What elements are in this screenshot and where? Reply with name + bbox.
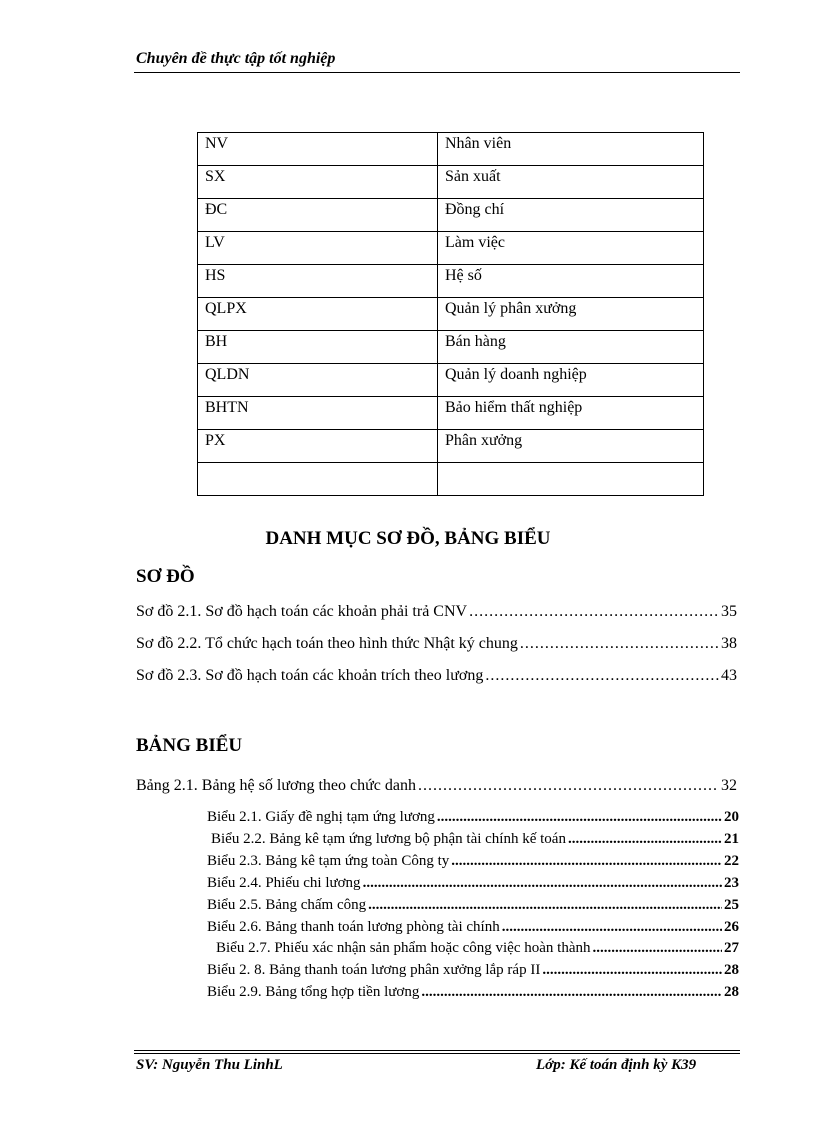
table-row bbox=[198, 430, 704, 463]
abbr-cell: QLDN bbox=[198, 364, 438, 397]
bieu-entry-text: Biểu 2.6. Bảng thanh toán lương phòng tài chính bbox=[207, 919, 500, 935]
bang-bieu-heading: BẢNG BIỂU bbox=[136, 735, 243, 756]
bieu-entry-page: 28 bbox=[724, 984, 739, 1000]
abbr-cell bbox=[198, 463, 438, 496]
bieu-entry bbox=[207, 853, 739, 870]
bieu-entry-text: Biểu 2.9. Bảng tổng hợp tiền lương bbox=[207, 984, 420, 1000]
bieu-entry-page: 25 bbox=[724, 897, 739, 913]
bieu-entry-text: Biểu 2.5. Bảng chấm công bbox=[207, 897, 367, 913]
dot-leader bbox=[469, 603, 719, 621]
toc-entry bbox=[136, 777, 737, 795]
footer-student: SV: Nguyễn Thu LinhL bbox=[136, 1057, 283, 1073]
table-row bbox=[198, 232, 704, 265]
bieu-entry-text: Biểu 2.3. Bảng kê tạm ứng toàn Công ty bbox=[207, 853, 450, 869]
meaning-cell: Sản xuất bbox=[438, 166, 704, 199]
bieu-entry-page: 22 bbox=[724, 853, 739, 869]
abbr-cell: PX bbox=[198, 430, 438, 463]
table-row bbox=[198, 133, 704, 166]
dot-leader bbox=[368, 897, 722, 914]
table-row bbox=[198, 463, 704, 496]
footer-class: Lớp: Kế toán định kỳ K39 bbox=[536, 1057, 697, 1073]
toc-entry-page: 43 bbox=[721, 667, 737, 684]
toc-entry bbox=[136, 667, 737, 685]
bieu-entry-page: 20 bbox=[724, 809, 739, 825]
dot-leader bbox=[437, 809, 722, 826]
bieu-entry bbox=[207, 919, 739, 936]
dot-leader bbox=[542, 962, 722, 979]
bieu-entry-text: Biểu 2.4. Phiếu chi lương bbox=[207, 875, 361, 891]
bieu-entry bbox=[207, 984, 739, 1001]
dot-leader bbox=[421, 984, 722, 1001]
dot-leader bbox=[568, 831, 722, 848]
bieu-entry bbox=[207, 962, 739, 979]
table-row bbox=[198, 298, 704, 331]
dot-leader bbox=[363, 875, 722, 892]
toc-entry-text: Sơ đồ 2.3. Sơ đồ hạch toán các khoản trích theo lương bbox=[136, 667, 484, 684]
so-do-heading: SƠ ĐỒ bbox=[136, 566, 195, 587]
bieu-entry bbox=[216, 940, 739, 957]
bieu-entry-text: Biểu 2.7. Phiếu xác nhận sản phẩm hoặc công việc hoàn thành bbox=[216, 940, 591, 956]
bieu-entry-page: 28 bbox=[724, 962, 739, 978]
bieu-entry bbox=[207, 809, 739, 826]
meaning-cell: Quản lý doanh nghiệp bbox=[438, 364, 704, 397]
dot-leader bbox=[592, 940, 722, 957]
footer-divider bbox=[134, 1053, 740, 1054]
meaning-cell bbox=[438, 463, 704, 496]
table-row bbox=[198, 199, 704, 232]
dot-leader bbox=[485, 667, 719, 685]
toc-entry-page: 38 bbox=[721, 635, 737, 652]
toc-entry-text: Bảng 2.1. Bảng hệ số lương theo chức danh bbox=[136, 777, 416, 794]
meaning-cell: Đồng chí bbox=[438, 199, 704, 232]
toc-entry bbox=[136, 635, 737, 653]
bieu-entry-page: 21 bbox=[724, 831, 739, 847]
abbr-cell: ĐC bbox=[198, 199, 438, 232]
meaning-cell: Làm việc bbox=[438, 232, 704, 265]
dot-leader bbox=[418, 777, 719, 795]
abbr-cell: NV bbox=[198, 133, 438, 166]
footer-divider bbox=[134, 1050, 740, 1051]
bieu-entry-page: 23 bbox=[724, 875, 739, 891]
abbr-cell: QLPX bbox=[198, 298, 438, 331]
bieu-entry-text: Biểu 2. 8. Bảng thanh toán lương phân xưởng lắp ráp II bbox=[207, 962, 541, 978]
table-row bbox=[198, 364, 704, 397]
section-title: DANH MỤC SƠ ĐỒ, BẢNG BIỂU bbox=[265, 528, 551, 549]
bieu-entry-text: Biểu 2.2. Bảng kê tạm ứng lương bộ phận tài chính kế toán bbox=[211, 831, 566, 847]
bieu-entry bbox=[207, 875, 739, 892]
meaning-cell: Bảo hiểm thất nghiệp bbox=[438, 397, 704, 430]
abbr-cell: BHTN bbox=[198, 397, 438, 430]
header-divider bbox=[134, 72, 740, 73]
meaning-cell: Bán hàng bbox=[438, 331, 704, 364]
abbreviation-table bbox=[197, 132, 704, 496]
bieu-entry-page: 26 bbox=[724, 919, 739, 935]
toc-entry-page: 32 bbox=[721, 777, 737, 794]
toc-entry-page: 35 bbox=[721, 603, 737, 620]
meaning-cell: Quản lý phân xưởng bbox=[438, 298, 704, 331]
bieu-entry bbox=[207, 897, 739, 914]
abbr-cell: HS bbox=[198, 265, 438, 298]
dot-leader bbox=[520, 635, 719, 653]
dot-leader bbox=[502, 919, 722, 936]
meaning-cell: Nhân viên bbox=[438, 133, 704, 166]
table-row bbox=[198, 265, 704, 298]
abbr-cell: SX bbox=[198, 166, 438, 199]
bieu-entry-text: Biểu 2.1. Giấy đề nghị tạm ứng lương bbox=[207, 809, 435, 825]
dot-leader bbox=[451, 853, 722, 870]
table-row bbox=[198, 397, 704, 430]
table-row bbox=[198, 166, 704, 199]
abbr-cell: BH bbox=[198, 331, 438, 364]
bieu-entry bbox=[211, 831, 739, 848]
bieu-entry-page: 27 bbox=[724, 940, 739, 956]
meaning-cell: Hệ số bbox=[438, 265, 704, 298]
toc-entry bbox=[136, 603, 737, 621]
toc-entry-text: Sơ đồ 2.2. Tổ chức hạch toán theo hình thức Nhật ký chung bbox=[136, 635, 518, 652]
page-header-title: Chuyên đề thực tập tốt nghiệp bbox=[136, 50, 336, 67]
meaning-cell: Phân xưởng bbox=[438, 430, 704, 463]
abbr-cell: LV bbox=[198, 232, 438, 265]
table-row bbox=[198, 331, 704, 364]
toc-entry-text: Sơ đồ 2.1. Sơ đồ hạch toán các khoản phải trả CNV bbox=[136, 603, 468, 620]
